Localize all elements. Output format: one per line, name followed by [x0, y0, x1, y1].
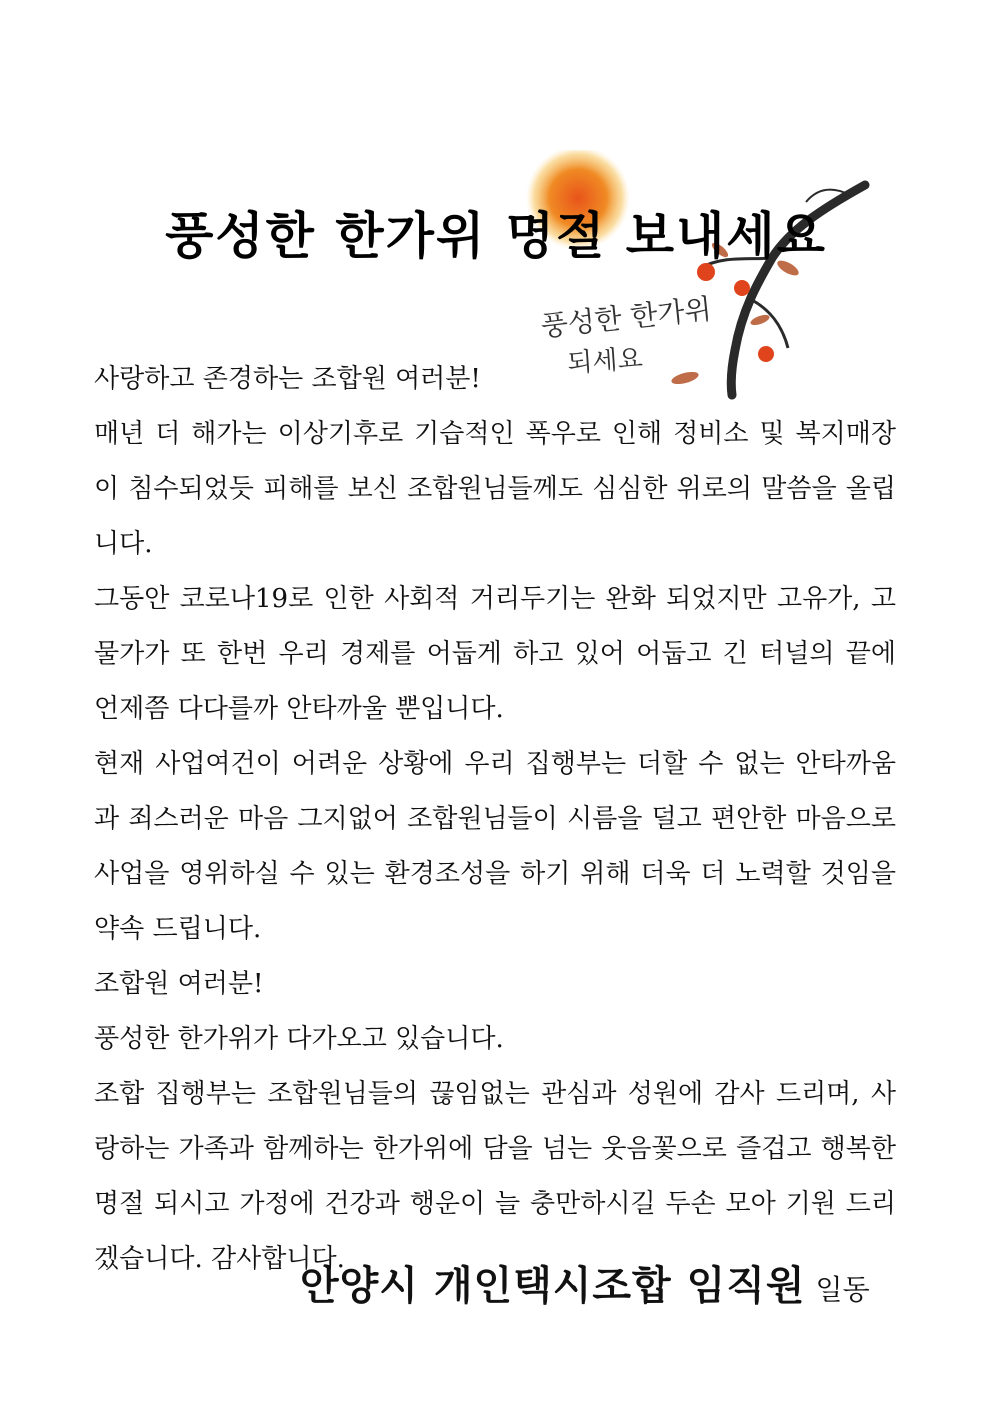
signature-suffix: 일동 — [815, 1273, 870, 1306]
letter-body — [94, 352, 896, 1287]
paragraph-weather: 매년 더 해가는 이상기후로 기습적인 폭우로 인해 정비소 및 복지매장이 침수되었듯 피해를 보신 조합원님들께도 심심한 위로의 말씀을 올립니다. — [94, 419, 896, 559]
paragraph-closing: 조합 집행부는 조합원님들의 끊임없는 관심과 성원에 감사 드리며, 사랑하는 가족과 함께하는 한가위에 담을 넘는 웃음꽃으로 즐겁고 행복한 명절 되시고 가정에 건강과 행운이 늘 충만하시길 두손 모아 기원 드리겠습니다. 감사합니다. — [94, 1079, 896, 1274]
greeting-line: 사랑하고 존경하는 조합원 여러분! — [94, 364, 481, 394]
chuseok-line: 풍성한 한가위가 다가오고 있습니다. — [94, 1024, 504, 1054]
svg-text:되세요: 되세요 — [566, 343, 644, 379]
paragraph-economy: 그동안 코로나19로 인한 사회적 거리두기는 완화 되었지만 고유가, 고물가가 또 한번 우리 경제를 어둡게 하고 있어 어둡고 긴 터널의 끝에 언제쯤 다다를까 안타까울 뿐입니다. — [94, 584, 896, 724]
signature — [300, 1254, 870, 1311]
letter-title: 풍성한 한가위 명절 보내세요 — [165, 206, 827, 265]
svg-text:풍성한 한가위: 풍성한 한가위 — [539, 292, 713, 343]
greeting-line-2: 조합원 여러분! — [94, 969, 264, 999]
signature-org: 안양시 개인택시조합 임직원 — [300, 1262, 806, 1309]
paragraph-promise: 현재 사업여건이 어려운 상황에 우리 집행부는 더할 수 없는 안타까움과 죄스러운 마음 그지없어 조합원님들이 시름을 덜고 편안한 마음으로 사업을 영위하실 수 있는 환경조성을 하기 위해 더욱 더 노력할 것임을 약속 드립니다. — [94, 749, 896, 944]
